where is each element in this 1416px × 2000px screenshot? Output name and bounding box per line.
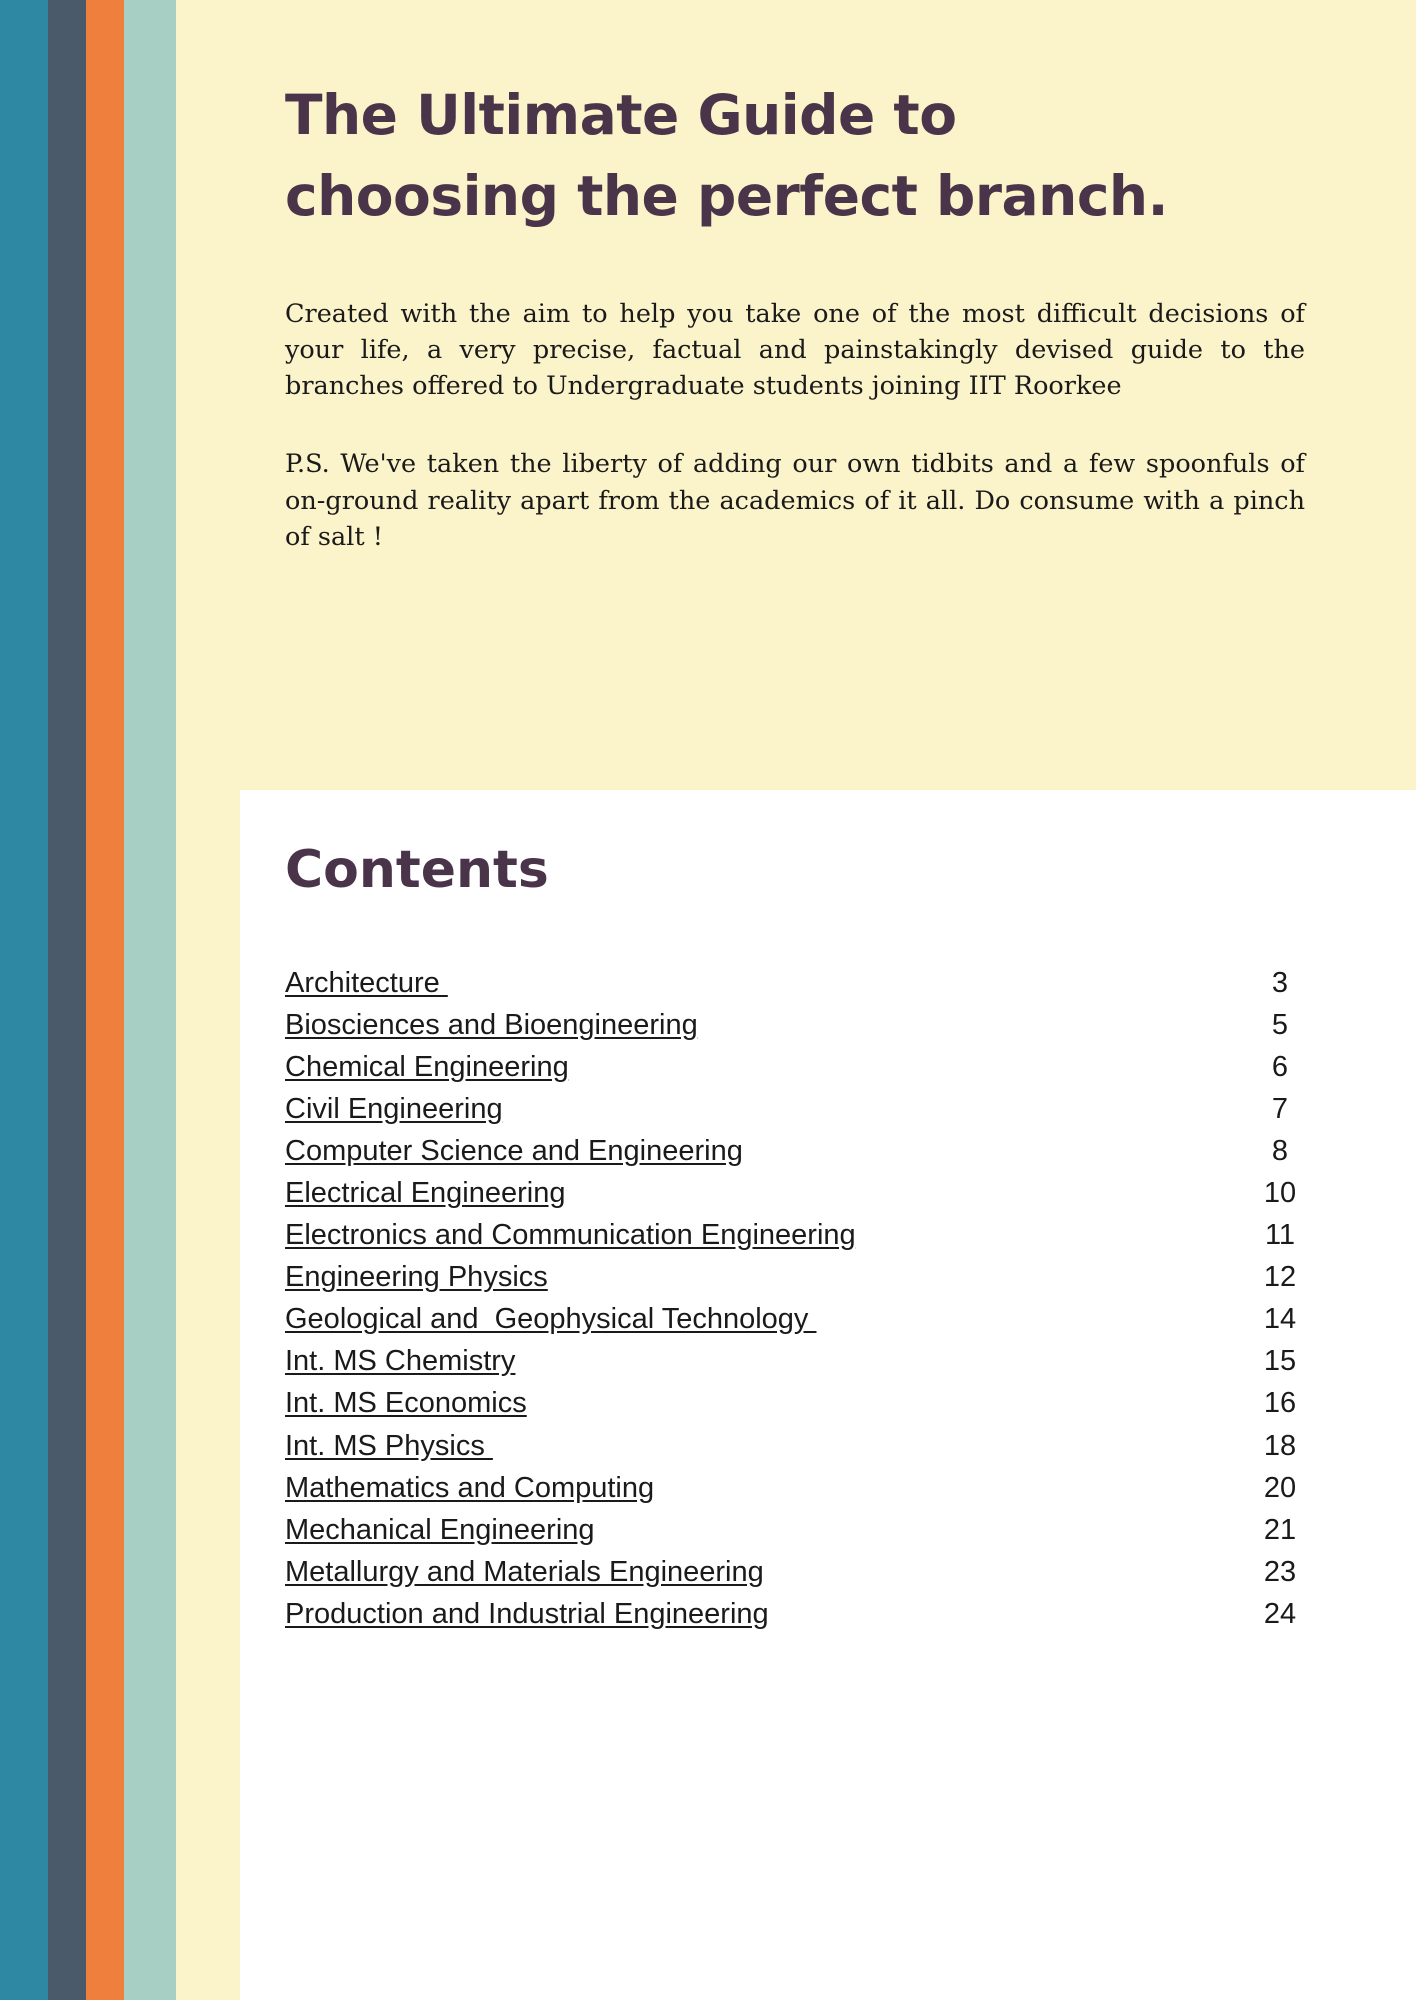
toc-entry-label[interactable]: Int. MS Physics — [285, 1429, 493, 1462]
toc-entry-page-number: 8 — [1271, 1135, 1289, 1168]
toc-entry-label[interactable]: Mechanical Engineering — [285, 1513, 595, 1546]
toc-entry-label[interactable]: Engineering Physics — [285, 1261, 548, 1294]
toc-entry-label[interactable]: Computer Science and Engineering — [285, 1135, 743, 1168]
toc-entry-label[interactable]: Metallurgy and Materials Engineering — [285, 1555, 764, 1588]
toc-entry-page-number: 12 — [1263, 1261, 1297, 1294]
stripe-cream — [176, 0, 240, 2000]
toc-entry-label[interactable]: Int. MS Chemistry — [285, 1345, 516, 1378]
postscript-paragraph: P.S. We've taken the liberty of adding our own tidbits and a few spoonfuls of on-ground reality apart from the academics of it all. Do consume with a pinch of salt ! — [285, 449, 1305, 552]
toc-entry[interactable] — [285, 1214, 1325, 1256]
toc-entry[interactable] — [285, 1046, 1325, 1088]
stripe-teal — [0, 0, 48, 2000]
toc-entry-label[interactable]: Geological and Geophysical Technology — [285, 1303, 817, 1336]
toc-entry-label[interactable]: Mathematics and Computing — [285, 1471, 655, 1504]
toc-entry-page-number: 10 — [1263, 1177, 1297, 1210]
toc-entry-page-number: 15 — [1263, 1345, 1297, 1378]
toc-entry[interactable] — [285, 1509, 1325, 1551]
toc-entry[interactable] — [285, 1130, 1325, 1172]
toc-entry-label[interactable]: Electronics and Communication Engineering — [285, 1219, 856, 1252]
toc-entry-page-number: 24 — [1263, 1597, 1297, 1630]
toc-entry-page-number: 3 — [1271, 967, 1289, 999]
toc-entry-page-number: 21 — [1263, 1513, 1297, 1546]
toc-entry[interactable] — [285, 1551, 1325, 1593]
page-title-line-1: The Ultimate Guide to — [285, 83, 957, 147]
toc-entry-page-number: 20 — [1263, 1471, 1297, 1504]
toc-entry[interactable] — [285, 1088, 1325, 1130]
toc-entry-label[interactable]: Chemical Engineering — [285, 1051, 569, 1084]
toc-entry-page-number: 14 — [1263, 1303, 1297, 1336]
stripe-orange — [86, 0, 124, 2000]
toc-entry[interactable] — [285, 1298, 1325, 1340]
toc-entry[interactable] — [285, 1382, 1325, 1424]
toc-entry-page-number: 6 — [1271, 1051, 1289, 1084]
toc-entry-page-number: 18 — [1263, 1429, 1297, 1462]
toc-entry-label[interactable]: Electrical Engineering — [285, 1177, 566, 1210]
toc-entry-page-number: 16 — [1263, 1387, 1297, 1420]
toc-entry-page-number: 23 — [1263, 1555, 1297, 1588]
toc-entry[interactable] — [285, 1340, 1325, 1382]
toc-entry-page-number: 7 — [1271, 1093, 1289, 1126]
toc-entry-label[interactable]: Production and Industrial Engineering — [285, 1597, 769, 1630]
toc-entry[interactable] — [285, 1467, 1325, 1509]
toc-entry-page-number: 11 — [1264, 1219, 1296, 1252]
contents-heading: Contents — [285, 840, 549, 900]
cover-hero-panel — [240, 0, 1416, 790]
stripe-slate — [48, 0, 86, 2000]
intro-paragraph: Created with the aim to help you take one of the most difficult decisions of your life, a very precise, factual and painstakingly devised guide to the branches offered to Undergraduate students joining IIT Roorkee — [285, 298, 1305, 402]
stripe-mint — [124, 0, 176, 2000]
toc-entry-label[interactable]: Architecture — [285, 967, 448, 999]
toc-entry-label[interactable]: Biosciences and Bioengineering — [285, 1009, 698, 1042]
toc-entry[interactable] — [285, 1256, 1325, 1298]
page-title — [285, 75, 1305, 238]
toc-entry-label[interactable]: Civil Engineering — [285, 1093, 503, 1126]
page-title-line-2: choosing the perfect branch. — [285, 164, 1168, 229]
toc-entry[interactable] — [285, 1172, 1325, 1214]
contents-section — [240, 790, 1416, 2000]
table-of-contents-list — [285, 962, 1325, 1635]
toc-entry[interactable] — [285, 962, 1325, 1004]
decorative-stripe-bar — [0, 0, 240, 2000]
toc-entry[interactable] — [285, 1593, 1325, 1635]
toc-entry[interactable] — [285, 1425, 1325, 1467]
toc-entry-page-number: 5 — [1271, 1009, 1289, 1042]
toc-entry[interactable] — [285, 1004, 1325, 1046]
toc-entry-label[interactable]: Int. MS Economics — [285, 1387, 527, 1420]
